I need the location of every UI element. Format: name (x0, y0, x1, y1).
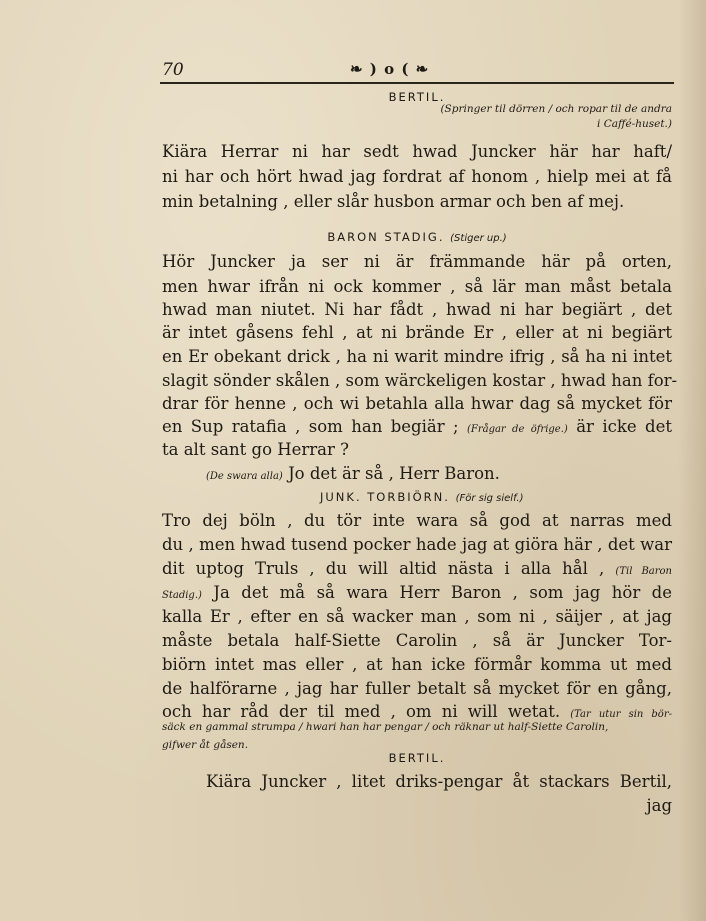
text-line: en Sup ratafia , som han begiär ; (Frågar de öfrige.) är icke det (162, 417, 672, 436)
stage-direction: gifwer åt gåsen. (162, 739, 249, 751)
header-rule (160, 82, 674, 84)
header-ornament: ❧ ) o ( ❧ (350, 60, 430, 78)
text-line: du , men hwad tusend pocker hade jag at giöra här , det war (162, 535, 672, 554)
text-line: kalla Er , efter en så wacker man , som ni , säijer , at jag (162, 607, 672, 626)
speaker-name: JUNK. TORBIÖRN. (För sig sielf.) (320, 490, 524, 504)
text-line: Stadig.) Ja det må så wara Herr Baron , som jag hör de (162, 583, 673, 602)
stage-direction: (De swara alla) (206, 471, 283, 482)
text-line: och har råd der til med , om ni will wetat. (Tar utur sin bör- (162, 702, 672, 721)
speaker-name: BERTIL. (388, 90, 446, 104)
text-line: Kiära Herrar ni har sedt hwad Juncker här har haft/ (162, 142, 672, 161)
text-line: hwad man niutet. Ni har fådt , hwad ni har begiärt , det (162, 300, 672, 319)
stage-direction: Stadig.) (162, 590, 202, 601)
stage-direction: (Stiger up.) (450, 233, 507, 244)
text-line: slagit sönder skålen , som wärckeligen kostar , hwad han for- (162, 371, 678, 390)
speaker-name: BERTIL. (388, 751, 446, 765)
stage-direction: (Til Baron (615, 566, 672, 577)
stage-direction: (Springer til dörren / och ropar til de andra (440, 103, 672, 115)
text-line: (De swara alla) Jo det är så , Herr Baron. (206, 464, 500, 483)
page-header (160, 58, 676, 84)
page-number: 70 (162, 60, 184, 80)
stage-direction: säck en gammal strumpa / hwari han har pengar / och räknar ut half-Siette Carolin, (162, 721, 609, 733)
text-line: är intet gåsens fehl , at ni brände Er , eller at ni begiärt (162, 323, 672, 342)
text-line: en Er obekant drick , ha ni warit mindre ifrig , så ha ni intet (162, 347, 672, 366)
text-line: Hör Juncker ja ser ni är främmande här på orten, (162, 252, 672, 271)
stage-direction: (Tar utur sin bör- (570, 709, 672, 720)
text-line: drar för henne , och wi betahla alla hwar dag så mycket för (162, 394, 672, 413)
text-line: måste betala half-Siette Carolin , så är Juncker Tor- (162, 631, 672, 650)
stage-direction: i Caffé-huset.) (597, 118, 672, 130)
text-line: ta alt sant go Herrar ? (162, 440, 349, 459)
stage-direction: (Frågar de öfrige.) (466, 424, 568, 435)
text-line: men hwar ifrån ni ock kommer , så lär man måst betala (162, 277, 672, 296)
stage-direction: (För sig sielf.) (455, 493, 524, 504)
text-line: de halförarne , jag har fuller betalt så mycket för en gång, (162, 679, 672, 698)
text-line: ni har och hört hwad jag fordrat af honom , hielp mei at få (162, 167, 672, 186)
text-line: Kiära Juncker , litet driks-pengar åt stackars Bertil, (206, 772, 672, 791)
text-line: Tro dej böln , du tör inte wara så god at narras med (162, 511, 672, 530)
text-line: min betalning , eller slår husbon armar och ben af mej. (162, 192, 625, 211)
catchword: jag (646, 796, 672, 815)
speaker-name: BARON STADIG. (Stiger up.) (327, 230, 507, 244)
text-line: dit uptog Truls , du will altid nästa i alla hål , (Til Baron (162, 559, 672, 578)
text-line: biörn intet mas eller , at han icke förmår komma ut med (162, 655, 672, 674)
